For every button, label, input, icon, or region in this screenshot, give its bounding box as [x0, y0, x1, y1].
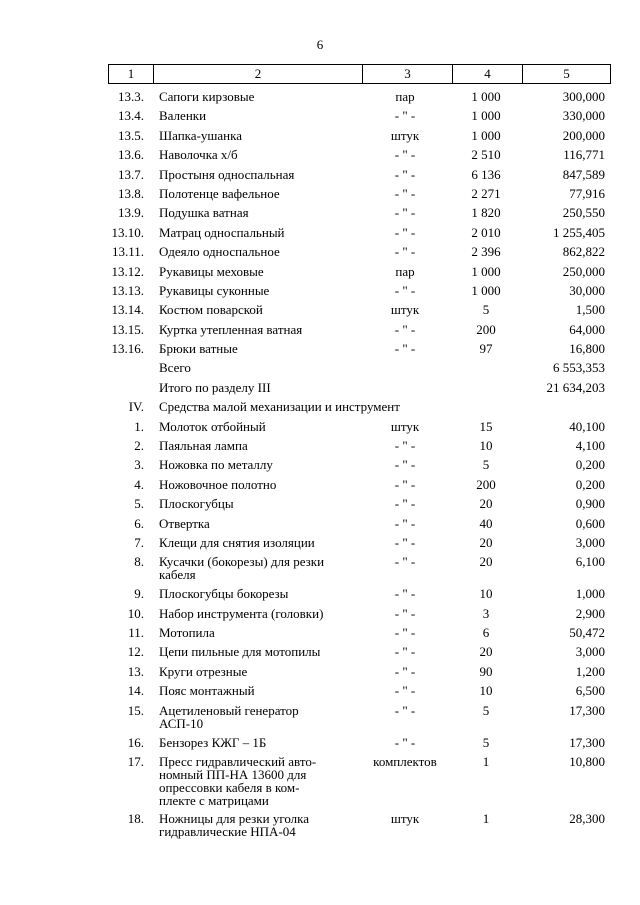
unit: пар — [395, 263, 415, 279]
amount: 77,916 — [569, 185, 605, 201]
item-name: Пресс гидравлический авто- номный ПП-НА 13600 для опрессовки кабеля в ком- плекте с матрицами — [159, 753, 317, 808]
table-row — [0, 263, 640, 282]
item-name: Паяльная лампа — [159, 438, 248, 454]
unit: - " - — [394, 734, 416, 750]
unit: - " - — [394, 224, 416, 240]
unit: - " - — [394, 438, 416, 454]
row-number: 13.10. — [111, 224, 144, 240]
table-row — [0, 418, 640, 437]
item-name: Рукавицы меховые — [159, 263, 264, 279]
table-row — [0, 753, 640, 810]
row-number: 1. — [134, 418, 144, 434]
row-number: 13.11. — [111, 244, 144, 260]
table-row — [0, 702, 640, 734]
quantity: 3 — [482, 605, 490, 621]
item-name: Одеяло односпальное — [159, 244, 280, 260]
quantity: 1 000 — [471, 108, 501, 124]
amount: 64,000 — [569, 321, 605, 337]
amount: 1,200 — [575, 663, 605, 679]
quantity: 200 — [476, 476, 496, 492]
quantity: 1 820 — [471, 205, 501, 221]
unit: - " - — [394, 147, 416, 163]
unit: штук — [390, 810, 420, 826]
item-name: Ацетиленовый генератор АСП-10 — [159, 702, 299, 731]
quantity: 20 — [479, 644, 493, 660]
table-row — [0, 515, 640, 534]
row-number: 13.13. — [111, 282, 144, 298]
quantity: 20 — [479, 534, 493, 550]
amount: 17,300 — [569, 734, 605, 750]
unit: комплектов — [373, 753, 437, 769]
amount: 50,472 — [569, 625, 605, 641]
header-col-4: 4 — [452, 65, 522, 83]
unit: - " - — [394, 663, 416, 679]
amount: 40,100 — [569, 418, 605, 434]
item-name: Кусачки (бокорезы) для резки кабеля — [159, 554, 325, 583]
quantity: 97 — [479, 341, 493, 357]
table-row — [0, 624, 640, 643]
item-name: Средства малой механизации и инструмент — [159, 399, 400, 415]
item-name: Полотенце вафельное — [159, 185, 280, 201]
table-row — [0, 301, 640, 320]
amount: 1,000 — [575, 586, 605, 602]
table-row — [0, 663, 640, 682]
quantity: 5 — [482, 457, 490, 473]
unit: - " - — [394, 321, 416, 337]
unit: - " - — [394, 605, 416, 621]
amount: 3,000 — [575, 644, 605, 660]
table-row — [0, 127, 640, 146]
quantity: 2 396 — [471, 244, 501, 260]
table-row — [0, 534, 640, 553]
quantity: 5 — [482, 302, 490, 318]
item-name: Ножовочное полотно — [159, 476, 277, 492]
table-row — [0, 437, 640, 456]
item-name: Матрац односпальный — [159, 224, 285, 240]
quantity: 40 — [479, 515, 493, 531]
table-body — [0, 88, 640, 842]
table-row — [0, 605, 640, 624]
amount: 0,900 — [575, 496, 605, 512]
item-name: Куртка утепленная ватная — [159, 321, 303, 337]
unit: - " - — [394, 244, 416, 260]
amount: 21 634,203 — [546, 379, 605, 395]
quantity: 5 — [482, 734, 490, 750]
table-row — [0, 224, 640, 243]
amount: 0,600 — [575, 515, 605, 531]
row-number: 7. — [134, 534, 144, 550]
quantity: 90 — [479, 663, 493, 679]
amount: 28,300 — [569, 810, 605, 826]
row-number: 13.9. — [118, 205, 144, 221]
item-name: Валенки — [159, 108, 207, 124]
row-number: 13.8. — [118, 185, 144, 201]
unit: - " - — [394, 166, 416, 182]
item-name: Брюки ватные — [159, 341, 238, 357]
row-number: 17. — [127, 753, 144, 769]
item-name: Наволочка х/б — [159, 147, 238, 163]
quantity: 5 — [482, 702, 490, 718]
table-row — [0, 185, 640, 204]
quantity: 20 — [479, 554, 493, 570]
amount: 2,900 — [575, 605, 605, 621]
amount: 4,100 — [575, 438, 605, 454]
item-name: Плоскогубцы бокорезы — [159, 586, 289, 602]
row-number: 13.3. — [118, 89, 144, 104]
amount: 16,800 — [569, 341, 605, 357]
row-number: 13.12. — [111, 263, 144, 279]
unit: - " - — [394, 205, 416, 221]
row-number: 13.15. — [111, 321, 144, 337]
table-row — [0, 107, 640, 126]
row-number: 13.5. — [118, 127, 144, 143]
amount: 30,000 — [569, 282, 605, 298]
unit: - " - — [394, 625, 416, 641]
row-number: 5. — [134, 496, 144, 512]
quantity: 10 — [479, 683, 493, 699]
table-row — [0, 398, 640, 417]
table-row — [0, 146, 640, 165]
amount: 250,550 — [562, 205, 605, 221]
amount: 6 553,353 — [553, 360, 605, 376]
item-name: Сапоги кирзовые — [159, 89, 255, 104]
unit: - " - — [394, 534, 416, 550]
row-number: 11. — [128, 625, 144, 641]
unit: - " - — [394, 476, 416, 492]
unit: - " - — [394, 282, 416, 298]
row-number: 16. — [127, 734, 144, 750]
row-number: 13.6. — [118, 147, 144, 163]
header-col-5: 5 — [522, 65, 610, 83]
amount: 116,771 — [563, 147, 605, 163]
item-name: Всего — [159, 360, 191, 376]
row-number: 13.14. — [111, 302, 144, 318]
amount: 6,500 — [575, 683, 605, 699]
item-name: Ножницы для резки уголка гидравлические НПА-04 — [159, 810, 310, 839]
row-number: 4. — [134, 476, 144, 492]
item-name: Костюм поварской — [159, 302, 263, 318]
table-row — [0, 553, 640, 585]
amount: 250,000 — [562, 263, 605, 279]
amount: 3,000 — [575, 534, 605, 550]
table-row — [0, 379, 640, 398]
quantity: 2 010 — [471, 224, 501, 240]
row-number: IV. — [128, 399, 144, 415]
unit: - " - — [394, 644, 416, 660]
item-name: Ножовка по металлу — [159, 457, 273, 473]
item-name: Подушка ватная — [159, 205, 249, 221]
unit: штук — [390, 418, 420, 434]
amount: 330,000 — [562, 108, 605, 124]
row-number: 18. — [127, 810, 144, 826]
row-number: 6. — [134, 515, 144, 531]
unit: - " - — [394, 554, 416, 570]
item-name: Цепи пильные для мотопилы — [159, 644, 321, 660]
table-row — [0, 810, 640, 842]
row-number: 10. — [127, 605, 144, 621]
unit: - " - — [394, 683, 416, 699]
amount: 862,822 — [562, 244, 605, 260]
row-number: 15. — [127, 702, 144, 718]
quantity: 10 — [479, 586, 493, 602]
quantity: 1 000 — [471, 127, 501, 143]
table-row — [0, 243, 640, 262]
unit: пар — [395, 89, 415, 104]
item-name: Пояс монтажный — [159, 683, 255, 699]
quantity: 1 — [482, 810, 490, 826]
quantity: 10 — [479, 438, 493, 454]
unit: - " - — [394, 341, 416, 357]
header-col-2: 2 — [153, 65, 362, 83]
unit: - " - — [394, 515, 416, 531]
quantity: 2 510 — [471, 147, 501, 163]
amount: 10,800 — [569, 753, 605, 769]
item-name: Набор инструмента (головки) — [159, 605, 324, 621]
item-name: Бензорез КЖГ – 1Б — [159, 734, 267, 750]
table-row — [0, 88, 640, 107]
table-header — [108, 64, 611, 84]
row-number: 2. — [134, 438, 144, 454]
row-number: 8. — [134, 554, 144, 570]
table-row — [0, 340, 640, 359]
amount: 200,000 — [562, 127, 605, 143]
table-row — [0, 495, 640, 514]
amount: 1 255,405 — [553, 224, 605, 240]
table-row — [0, 359, 640, 378]
row-number: 12. — [127, 644, 144, 660]
row-number: 13.4. — [118, 108, 144, 124]
row-number: 13. — [127, 663, 144, 679]
quantity: 6 136 — [471, 166, 501, 182]
header-col-1: 1 — [127, 66, 135, 81]
table-row — [0, 204, 640, 223]
amount: 6,100 — [575, 554, 605, 570]
unit: - " - — [394, 702, 416, 718]
item-name: Шапка-ушанка — [159, 127, 243, 143]
item-name: Рукавицы суконные — [159, 282, 270, 298]
row-number: 14. — [127, 683, 144, 699]
amount: 17,300 — [569, 702, 605, 718]
amount: 0,200 — [575, 457, 605, 473]
item-name: Мотопила — [159, 625, 215, 641]
item-name: Простыня односпальная — [159, 166, 295, 182]
quantity: 1 000 — [471, 263, 501, 279]
row-number: 3. — [134, 457, 144, 473]
table-row — [0, 734, 640, 753]
table-row — [0, 321, 640, 340]
item-name: Отвертка — [159, 515, 210, 531]
unit: - " - — [394, 185, 416, 201]
table-row — [0, 643, 640, 662]
item-name: Молоток отбойный — [159, 418, 266, 434]
table-row — [0, 476, 640, 495]
row-number: 13.16. — [111, 341, 144, 357]
quantity: 1 000 — [471, 282, 501, 298]
page-number: 6 — [316, 37, 324, 52]
amount: 0,200 — [575, 476, 605, 492]
item-name: Итого по разделу III — [159, 379, 271, 395]
quantity: 6 — [482, 625, 490, 641]
table-row — [0, 282, 640, 301]
table-row — [0, 682, 640, 701]
row-number: 13.7. — [118, 166, 144, 182]
unit: штук — [390, 127, 420, 143]
item-name: Клещи для снятия изоляции — [159, 534, 315, 550]
table-row — [0, 166, 640, 185]
amount: 1,500 — [575, 302, 605, 318]
item-name: Плоскогубцы — [159, 496, 234, 512]
quantity: 15 — [479, 418, 493, 434]
header-col-3: 3 — [362, 65, 452, 83]
unit: - " - — [394, 586, 416, 602]
unit: - " - — [394, 457, 416, 473]
table-row — [0, 585, 640, 604]
item-name: Круги отрезные — [159, 663, 248, 679]
unit: - " - — [394, 108, 416, 124]
unit: - " - — [394, 496, 416, 512]
quantity: 2 271 — [471, 185, 501, 201]
amount: 300,000 — [562, 89, 605, 104]
quantity: 20 — [479, 496, 493, 512]
row-number: 9. — [134, 586, 144, 602]
amount: 847,589 — [562, 166, 605, 182]
quantity: 1 000 — [471, 89, 501, 104]
table-row — [0, 456, 640, 475]
quantity: 1 — [482, 753, 490, 769]
unit: штук — [390, 302, 420, 318]
quantity: 200 — [476, 321, 496, 337]
